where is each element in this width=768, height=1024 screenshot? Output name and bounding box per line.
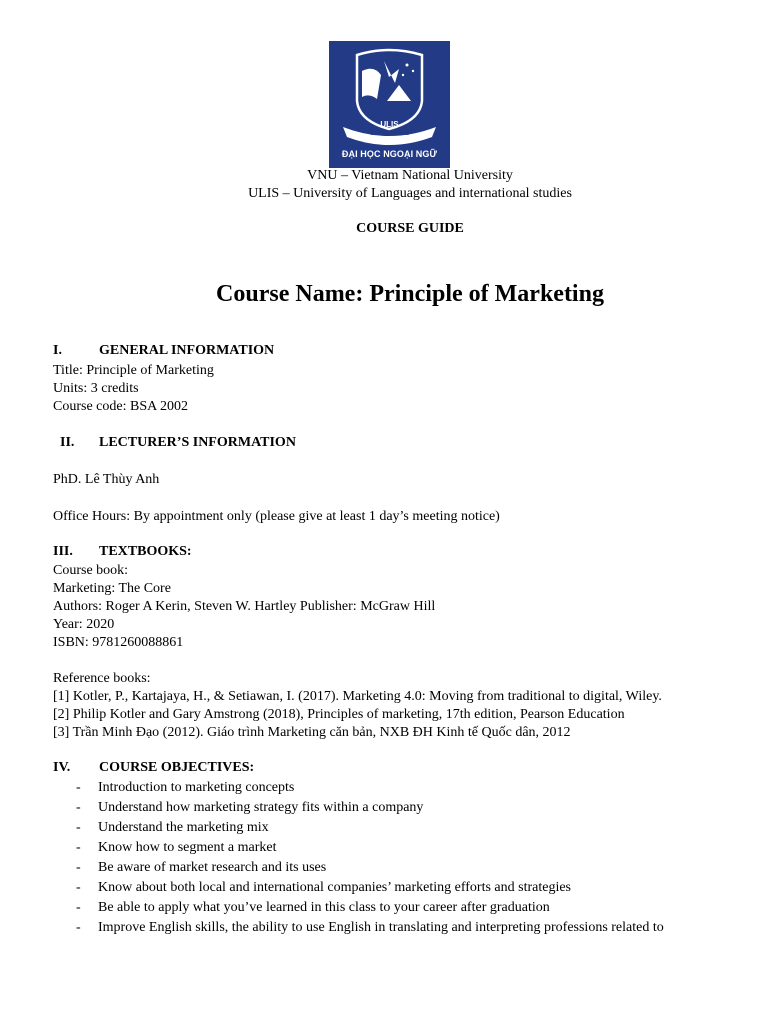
office-hours: Office Hours: By appointment only (please give at least 1 day’s meeting notice) (53, 509, 500, 524)
reference-book-1: [1] Kotler, P., Kartajaya, H., & Setiawan, I. (2017). Marketing 4.0: Moving from traditional to digital, Wiley. (53, 689, 662, 704)
section-number: IV. (53, 760, 71, 775)
course-title: Course Name: Principle of Marketing (216, 281, 604, 307)
logo-motto: OPPORTUNITAS (369, 131, 410, 137)
objective-text: Know about both local and international companies’ marketing efforts and strategies (98, 880, 572, 895)
objective-text: Be able to apply what you’ve learned in this class to your career after graduation (98, 900, 550, 915)
section-number: II. (60, 435, 75, 450)
section-number: III. (53, 544, 73, 559)
logo-abbr: ULIS (380, 120, 399, 129)
general-code-line: Course code: BSA 2002 (53, 399, 188, 414)
bullet-dash: - (76, 820, 81, 835)
bullet-dash: - (76, 780, 81, 795)
course-book-isbn: ISBN: 9781260088861 (53, 635, 184, 650)
objective-text: Be aware of market research and its uses (98, 860, 327, 875)
course-book-authors: Authors: Roger A Kerin, Steven W. Hartley Publisher: McGraw Hill (53, 599, 436, 614)
logo-name: ĐẠI HỌC NGOẠI NGỮ (341, 149, 438, 159)
section-title: LECTURER’S INFORMATION (99, 435, 296, 450)
objective-text: Understand how marketing strategy fits within a company (98, 800, 424, 815)
bullet-dash: - (76, 800, 81, 815)
section-title: GENERAL INFORMATION (99, 343, 275, 358)
course-book-label: Course book: (53, 563, 129, 578)
bullet-dash: - (76, 920, 81, 935)
general-units-line: Units: 3 credits (53, 381, 139, 396)
bullet-dash: - (76, 880, 81, 895)
general-title-line: Title: Principle of Marketing (53, 363, 214, 378)
objective-text: Understand the marketing mix (98, 820, 269, 835)
university-name: VNU – Vietnam National University (307, 168, 513, 183)
objective-text: Improve English skills, the ability to use English in translating and interpreting professions related to (98, 920, 664, 935)
section-title: TEXTBOOKS: (99, 544, 192, 559)
objective-text: Introduction to marketing concepts (98, 780, 295, 795)
reference-book-2: [2] Philip Kotler and Gary Amstrong (2018), Principles of marketing, 17th edition, Pearson Education (53, 707, 625, 722)
objective-text: Know how to segment a market (98, 840, 277, 855)
bullet-dash: - (76, 840, 81, 855)
document-type: COURSE GUIDE (356, 221, 464, 236)
bullet-dash: - (76, 900, 81, 915)
reference-book-3: [3] Trần Minh Đạo (2012). Giáo trình Marketing căn bản, NXB ĐH Kinh tế Quốc dân, 2012 (53, 725, 571, 740)
section-number: I. (53, 343, 62, 358)
bullet-dash: - (76, 860, 81, 875)
school-name: ULIS – University of Languages and international studies (248, 186, 572, 201)
university-logo (329, 41, 450, 168)
lecturer-name: PhD. Lê Thùy Anh (53, 472, 160, 487)
course-book-title: Marketing: The Core (53, 581, 171, 596)
reference-books-label: Reference books: (53, 671, 151, 686)
course-book-year: Year: 2020 (53, 617, 115, 632)
section-title: COURSE OBJECTIVES: (99, 760, 255, 775)
